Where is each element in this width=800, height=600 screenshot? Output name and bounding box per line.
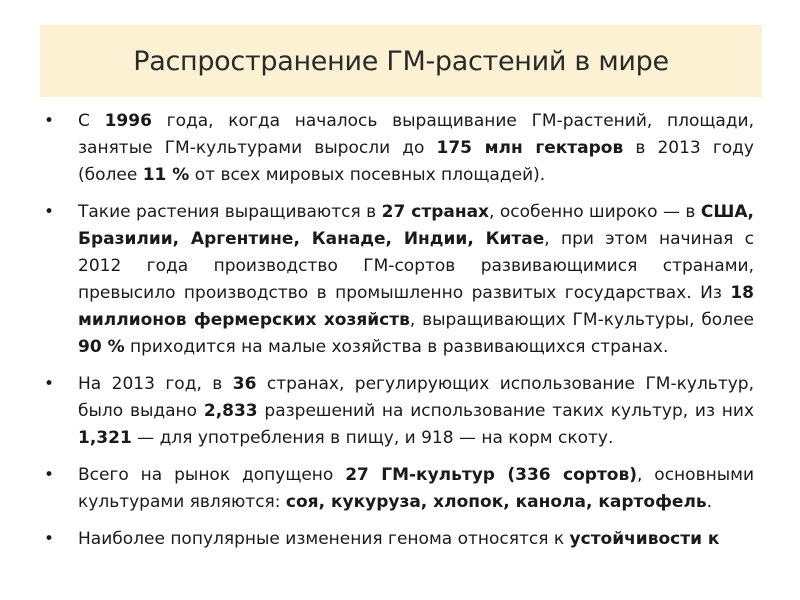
slide-body (40, 108, 754, 563)
text-run: года, когда началось выращивание ГМ-растений, площади, занятые ГМ-культурами выросли до (78, 111, 754, 158)
text-run: в 2013 году (более (78, 138, 754, 185)
text-run: На 2013 год, в (78, 374, 233, 394)
bullet-item-1 (40, 108, 754, 189)
slide-title: Распространение ГМ-растений в мире (133, 45, 669, 77)
bullet-marker: • (44, 111, 55, 131)
bullet-text (78, 111, 754, 185)
text-run: , выращивающих ГМ-культуры, более (409, 310, 754, 330)
text-run: Наиболее популярные изменения генома относятся к (78, 529, 570, 549)
bold-text-run: 175 млн гектаров (436, 138, 624, 158)
bold-text-run: США, Бразилии, Аргентине, Канаде, Индии, Китае (78, 202, 754, 249)
bullet-marker: • (44, 465, 55, 485)
bold-text-run: 18 миллионов фермерских хозяйств (78, 283, 754, 330)
bold-text-run: 1996 (104, 111, 152, 131)
bold-text-run: 27 ГМ-культур (336 сортов) (345, 465, 638, 485)
bold-text-run: 2,833 (203, 401, 258, 421)
bullet-marker: • (44, 202, 55, 222)
text-run: , при этом начиная с 2012 года производство ГМ-сортов развивающимися странами, превысило производство в промышленно развитых государствах. Из (78, 229, 754, 303)
bullet-item-4 (40, 462, 754, 516)
bullet-text (78, 465, 754, 512)
bold-text-run: 36 (232, 374, 257, 394)
text-run: разрешений на использование таких культур, из них (257, 401, 754, 421)
bold-text-run: 27 странах (381, 202, 490, 222)
bold-text-run: устойчивости к (569, 529, 720, 549)
bold-text-run: 90 % (78, 337, 125, 357)
bold-text-run: соя, кукуруза, хлопок, канола, картофель (285, 492, 707, 512)
bold-text-run: 11 % (142, 165, 190, 185)
text-run: Всего на рынок допущено (78, 465, 346, 485)
text-run: Такие растения выращиваются в (78, 202, 382, 222)
bullet-text (78, 202, 754, 357)
text-run: , особенно широко — в (489, 202, 701, 222)
title-banner (40, 25, 762, 97)
text-run: . (706, 492, 713, 512)
bullet-marker: • (44, 529, 55, 549)
bullet-list (40, 108, 754, 553)
bullet-text (78, 374, 754, 448)
bullet-item-3 (40, 371, 754, 452)
text-run: странах, регулирующих использование ГМ-культур, было выдано (78, 374, 754, 421)
bullet-marker: • (44, 374, 55, 394)
bullet-item-2 (40, 199, 754, 361)
bullet-text (78, 529, 719, 549)
text-run: — для употребления в пищу, и 918 — на корм скоту. (131, 428, 614, 448)
text-run: от всех мировых посевных площадей). (189, 165, 546, 185)
bold-text-run: 1,321 (78, 428, 132, 448)
text-run: приходится на малые хозяйства в развивающихся странах. (124, 337, 669, 357)
text-run: С (78, 111, 105, 131)
text-run: , основными культурами являются: (78, 465, 754, 512)
bullet-item-5 (40, 526, 754, 553)
